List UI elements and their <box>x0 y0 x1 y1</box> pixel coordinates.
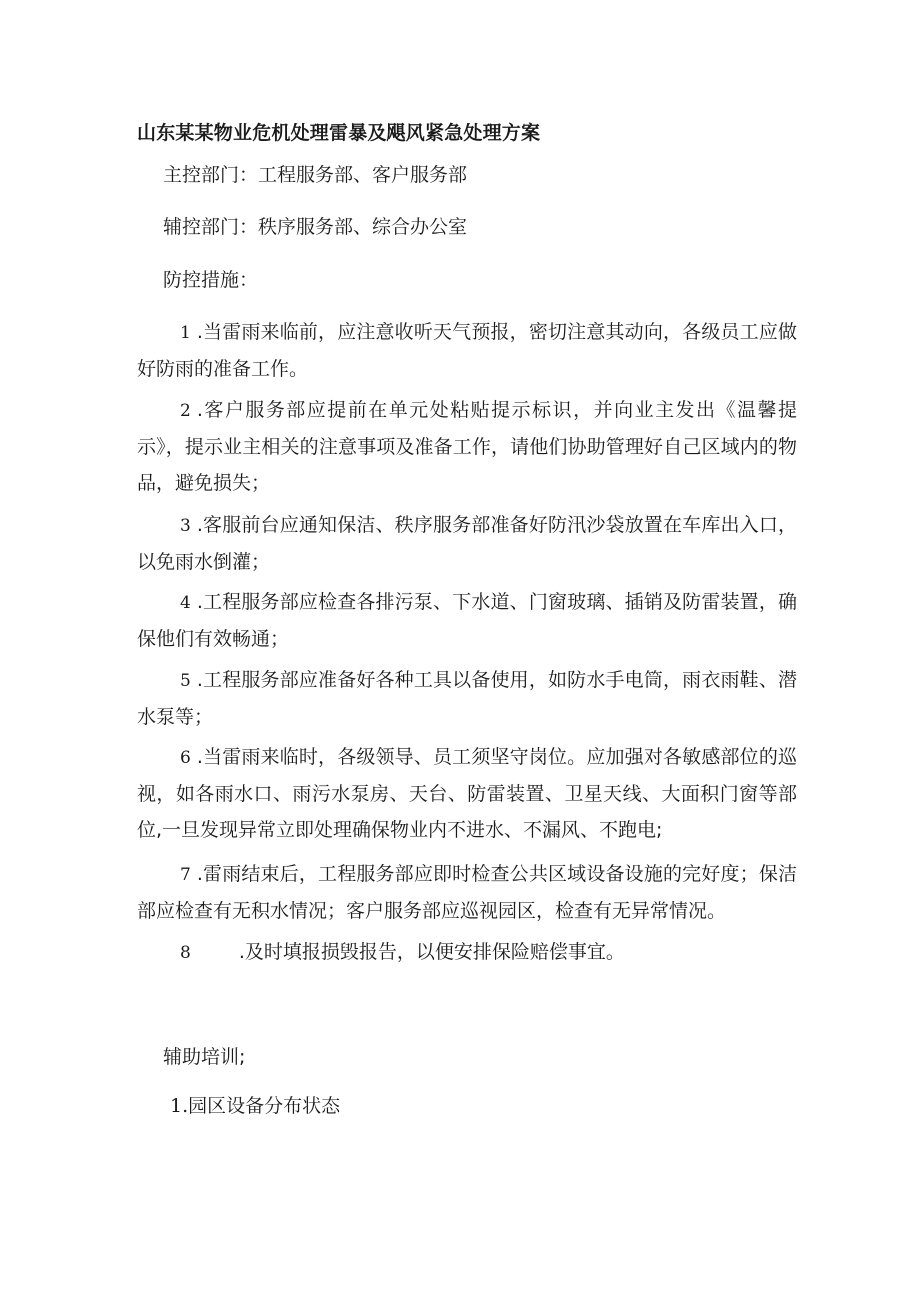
measure-item <box>137 662 797 735</box>
measure-text: .工程服务部应检查各排污泵、下水道、门窗玻璃、插销及防雷装置，确保他们有效畅通； <box>137 591 797 650</box>
measure-text: .雷雨结束后，工程服务部应即时检查公共区域设备设施的完好度；保洁部应检查有无积水情况；客户服务部应巡视园区，检查有无异常情况。 <box>137 863 797 922</box>
training-heading: 辅助培训; <box>163 1046 246 1068</box>
measure-number: 4 <box>180 593 191 613</box>
measure-number: 6 <box>180 748 191 768</box>
measure-item <box>137 314 797 387</box>
training-text: 园区设备分布状态 <box>188 1095 341 1117</box>
measure-text: .工程服务部应准备好各种工具以备使用，如防水手电筒，雨衣雨鞋、潜水泵等； <box>137 669 797 728</box>
measure-number: 2 <box>180 401 191 421</box>
measure-item <box>137 739 797 848</box>
assist-department: 辅控部门：秩序服务部、综合办公室 <box>163 216 468 238</box>
document-title: 山东某某物业危机处理雷暴及飓风紧急处理方案 <box>137 122 541 144</box>
primary-department: 主控部门：工程服务部、客户服务部 <box>163 164 468 186</box>
measure-text: .当雷雨来临前，应注意收听天气预报，密切注意其动向，各级员工应做好防雨的准备工作。 <box>137 321 797 380</box>
measure-text: .及时填报损毁报告，以便安排保险赔偿事宜。 <box>238 941 625 963</box>
measure-item <box>137 584 797 657</box>
training-number: 1. <box>170 1095 189 1117</box>
measure-item <box>137 856 797 929</box>
measure-text: .客户服务部应提前在单元处粘贴提示标识，并向业主发出《温馨提示》，提示业主相关的注意事项及准备工作，请他们协助管理好自己区域内的物品，避免损失； <box>137 399 797 494</box>
measure-number: 7 <box>180 865 191 885</box>
measure-number: 8 <box>180 943 191 963</box>
measure-item <box>137 934 797 971</box>
measure-number: 1 <box>180 323 191 343</box>
measures-heading: 防控措施： <box>163 269 259 291</box>
measure-number: 3 <box>180 516 191 536</box>
measure-text: .当雷雨来临时，各级领导、员工须坚守岗位。应加强对各敏感部位的巡视，如各雨水口、雨污水泵房、天台、防雷装置、卫星天线、大面积门窗等部位,一旦发现异常立即处理确保物业内不进水、不漏风、不跑电; <box>137 746 797 841</box>
measure-item <box>137 392 797 501</box>
measure-item <box>137 507 797 580</box>
training-item <box>170 1091 340 1118</box>
measure-number: 5 <box>180 671 191 691</box>
measure-text: .客服前台应通知保洁、秩序服务部准备好防汛沙袋放置在车库出入口，以免雨水倒灌； <box>137 514 797 573</box>
